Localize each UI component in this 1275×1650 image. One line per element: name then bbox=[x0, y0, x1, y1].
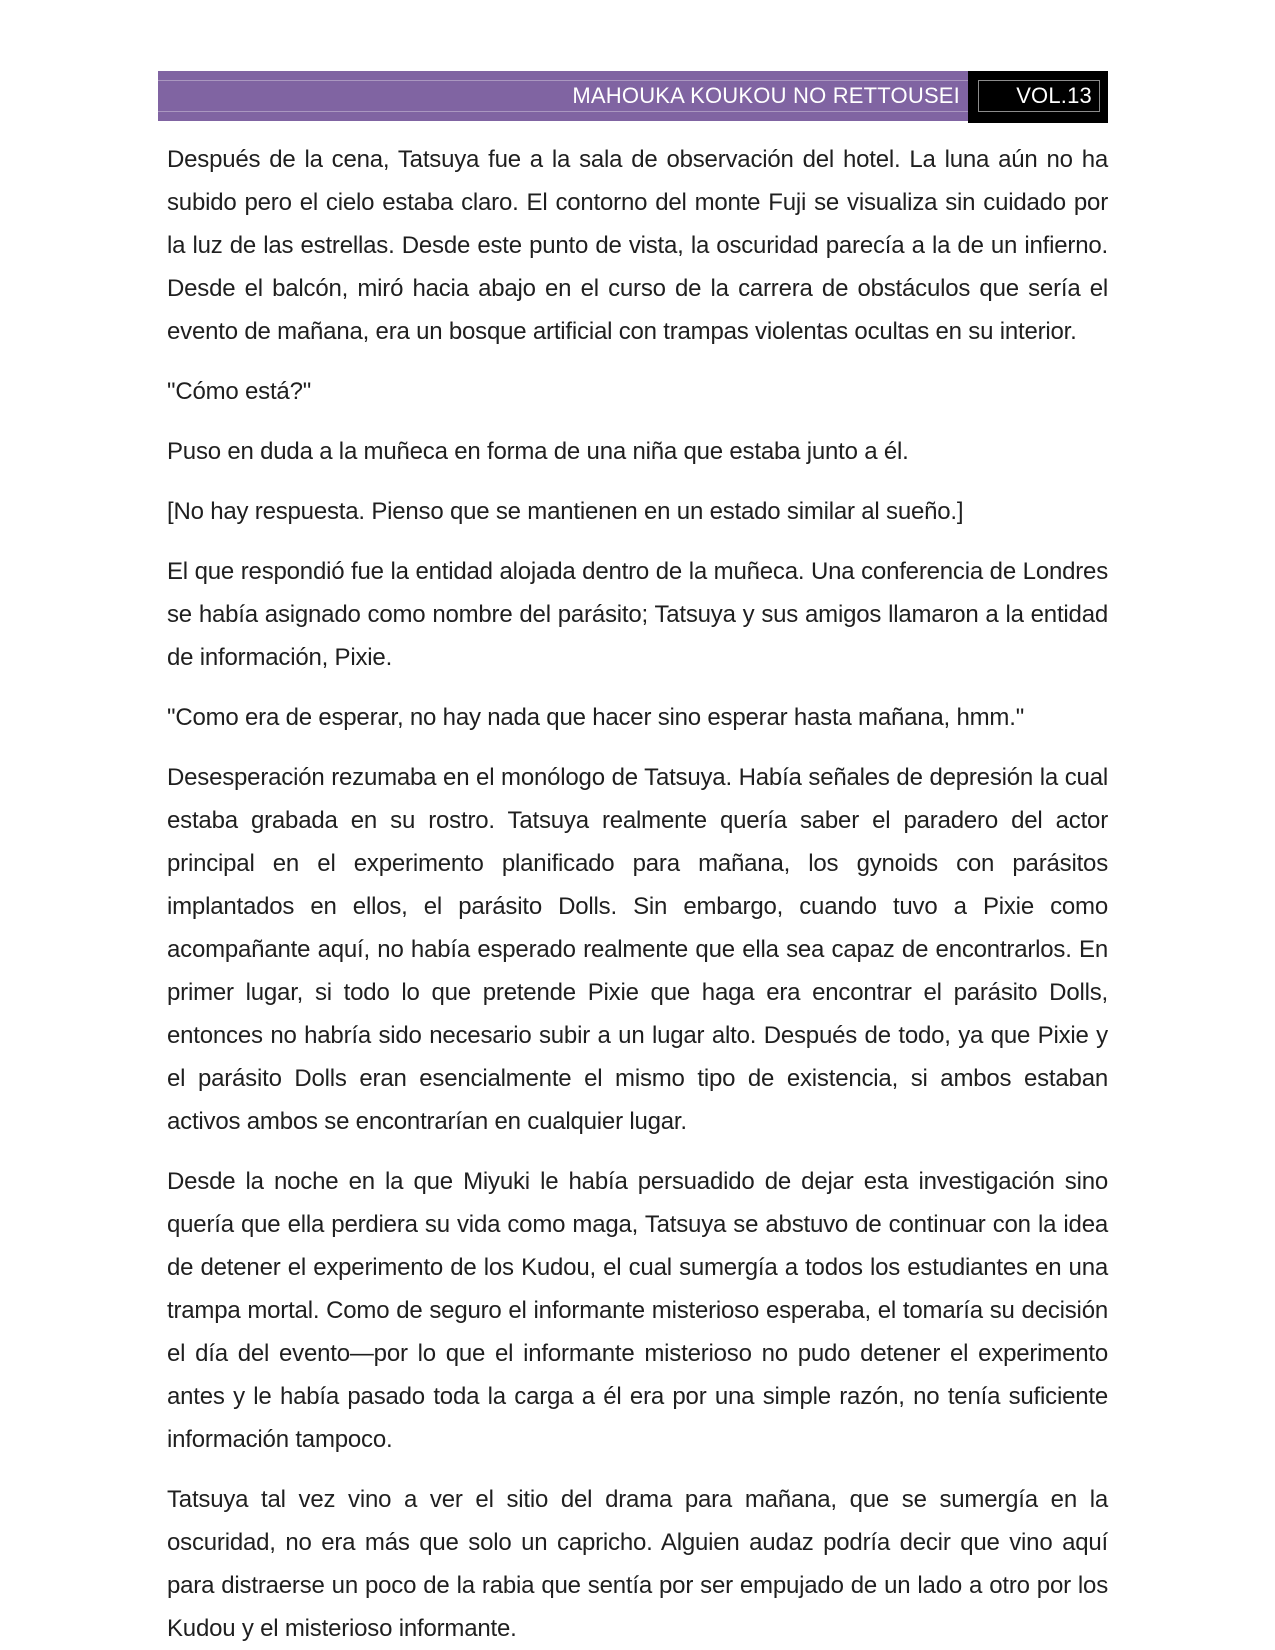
volume-label: VOL.13 bbox=[1016, 83, 1092, 108]
header-volume-border bbox=[978, 80, 1100, 112]
header-title-cell bbox=[158, 71, 968, 121]
document-body bbox=[167, 138, 1108, 1650]
paragraph: Desde la noche en la que Miyuki le había persuadido de dejar esta investigación sino quería que ella perdiera su vida como maga, Tatsuya se abstuvo de continuar con la idea de detener el experimento de los Kudou, el cual sumergía a todos los estudiantes en una trampa mortal. Como de seguro el informante misterioso esperaba, el tomaría su decisión el día del evento—por lo que el informante misterioso no pudo detener el experimento antes y le había pasado toda la carga a él era por una simple razón, no tenía suficiente información tampoco. bbox=[167, 1168, 1108, 1453]
paragraph: El que respondió fue la entidad alojada dentro de la muñeca. Una conferencia de Londres se había asignado como nombre del parásito; Tatsuya y sus amigos llamaron a la entidad de información, Pixie. bbox=[167, 558, 1108, 671]
paragraph: Puso en duda a la muñeca en forma de una niña que estaba junto a él. bbox=[167, 438, 909, 465]
paragraph-telepathy: [No hay respuesta. Pienso que se mantienen en un estado similar al sueño.] bbox=[167, 498, 964, 525]
header-title: MAHOUKA KOUKOU NO RETTOUSEI bbox=[572, 83, 960, 108]
paragraph-dialogue: "Cómo está?" bbox=[167, 378, 312, 405]
paragraph: Tatsuya tal vez vino a ver el sitio del drama para mañana, que se sumergía en la oscuridad, no era más que solo un capricho. Alguien audaz podría decir que vino aquí para distraerse un poco de la rabia que sentía por ser empujado de un lado a otro por los Kudou y el misterioso informante. bbox=[167, 1486, 1108, 1642]
paragraph: Después de la cena, Tatsuya fue a la sala de observación del hotel. La luna aún no ha subido pero el cielo estaba claro. El contorno del monte Fuji se visualiza sin cuidado por la luz de las estrellas. Desde este punto de vista, la oscuridad parecía a la de un infierno. Desde el balcón, miró hacia abajo en el curso de la carrera de obstáculos que sería el evento de mañana, era un bosque artificial con trampas violentas ocultas en su interior. bbox=[167, 146, 1108, 345]
header-volume-cell bbox=[968, 71, 1108, 123]
paragraph: Desesperación rezumaba en el monólogo de Tatsuya. Había señales de depresión la cual estaba grabada en su rostro. Tatsuya realmente quería saber el paradero del actor principal en el experimento planificado para mañana, los gynoids con parásitos implantados en ellos, el parásito Dolls. Sin embargo, cuando tuvo a Pixie como acompañante aquí, no había esperado realmente que ella sea capaz de encontrarlos. En primer lugar, si todo lo que pretende Pixie que haga era encontrar el parásito Dolls, entonces no habría sido necesario subir a un lugar alto. Después de todo, ya que Pixie y el parásito Dolls eran esencialmente el mismo tipo de existencia, si ambos estaban activos ambos se encontrarían en cualquier lugar. bbox=[167, 764, 1108, 1135]
page-header bbox=[158, 71, 1108, 121]
paragraph-dialogue: "Como era de esperar, no hay nada que hacer sino esperar hasta mañana, hmm." bbox=[167, 704, 1025, 731]
